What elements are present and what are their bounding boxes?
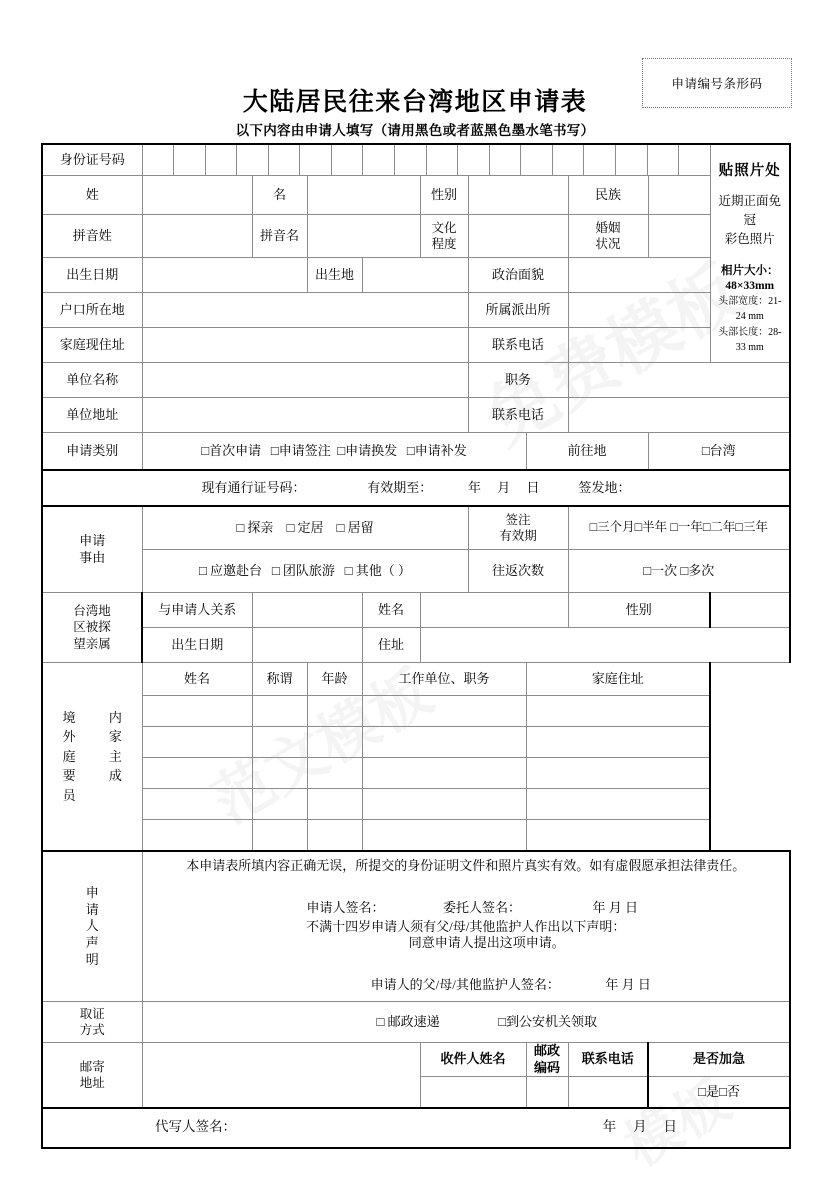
label-home-address: 家庭现住址 — [42, 328, 142, 363]
label-collection-line2: 方式 — [79, 1023, 105, 1038]
input-police-station[interactable] — [568, 293, 710, 328]
page-subtitle: 以下内容由申请人填写（请用黑色或者蓝黑色墨水笔书写） — [235, 123, 595, 138]
label-guardian-signature[interactable]: 申请人的父/母/其他监护人签名： — [370, 977, 560, 992]
trip-count-options[interactable]: □一次 □多次 — [568, 550, 790, 593]
declaration-label-char: 申 — [85, 885, 99, 901]
input-id-number-grid[interactable] — [142, 144, 710, 176]
declaration-signature-line[interactable] — [153, 900, 780, 916]
label-work-unit-address: 单位地址 — [42, 398, 142, 433]
photo-title: 贴照片处 — [718, 162, 781, 179]
checkbox-reissue-application[interactable]: □申请补发 — [406, 442, 467, 458]
label-month: 月 — [497, 479, 511, 495]
label-agent-signature[interactable]: 委托人签名： — [443, 900, 522, 916]
row-existing-permit — [42, 470, 790, 506]
id-cell[interactable] — [679, 145, 710, 175]
photo-subtitle — [714, 192, 787, 248]
row-collection-method — [42, 1002, 790, 1043]
label-writer-signature[interactable]: 代写人签名： — [155, 1119, 237, 1135]
cell-family-relation[interactable] — [252, 758, 307, 789]
writer-year: 年 — [602, 1119, 617, 1135]
input-birth-place[interactable] — [362, 258, 468, 293]
id-cell[interactable] — [143, 145, 175, 175]
guardian-signature-line[interactable] — [153, 977, 780, 993]
cell-family-relation[interactable] — [252, 696, 307, 727]
family-label-char: 成 — [108, 768, 122, 784]
guardian-consent-text: 同意申请人提出这项申请。 — [408, 934, 565, 950]
header-family-age: 年龄 — [307, 663, 362, 696]
label-relative-address: 住址 — [362, 628, 420, 663]
checkbox-first-application[interactable]: □首次申请 — [201, 442, 262, 458]
cell-family-age[interactable] — [307, 758, 362, 789]
header-contact-phone: 联系电话 — [568, 1043, 648, 1077]
label-marital-line2: 状况 — [595, 237, 621, 251]
row-family-header — [42, 663, 790, 696]
application-form-table — [41, 143, 791, 1149]
label-household-location: 户口所在地 — [42, 293, 142, 328]
label-relative-gender: 性别 — [568, 593, 710, 628]
input-education[interactable] — [468, 215, 568, 258]
family-label-col2 — [93, 708, 137, 806]
label-ethnicity: 民族 — [568, 176, 648, 215]
id-cell[interactable] — [521, 145, 553, 175]
input-work-unit-address[interactable] — [142, 398, 468, 433]
header-urgent: 是否加急 — [648, 1043, 790, 1077]
cell-family-address[interactable] — [526, 789, 710, 820]
declaration-body — [142, 851, 790, 1002]
input-birth-date[interactable] — [142, 258, 307, 293]
checkbox-destination-taiwan[interactable]: □台湾 — [648, 433, 790, 471]
family-label-grid — [45, 706, 140, 808]
row-name — [42, 176, 790, 215]
cell-family-name[interactable] — [142, 758, 252, 789]
input-relative-gender[interactable] — [710, 593, 790, 628]
family-label-char: 员 — [62, 787, 76, 803]
id-cell[interactable] — [174, 145, 206, 175]
label-birth-place: 出生地 — [307, 258, 362, 293]
input-relationship[interactable] — [252, 593, 362, 628]
label-taiwan-relative — [42, 593, 142, 663]
input-household-location[interactable] — [142, 293, 468, 328]
input-home-phone[interactable] — [568, 328, 710, 363]
family-label-char: 要 — [62, 768, 76, 784]
cell-family-name[interactable] — [142, 696, 252, 727]
row-reason-1 — [42, 506, 790, 550]
family-label-char: 家 — [108, 729, 122, 745]
id-cell[interactable] — [616, 145, 648, 175]
label-collection-line1: 取证 — [79, 1007, 105, 1021]
checkbox-urgent-options[interactable]: □是□否 — [648, 1076, 790, 1108]
table-row — [42, 789, 790, 820]
cell-family-workunit[interactable] — [362, 727, 526, 758]
row-home-address — [42, 328, 790, 363]
table-row — [42, 696, 790, 727]
checkbox-other-reason[interactable]: □ 其他（ ） — [344, 562, 412, 578]
table-row — [42, 820, 790, 852]
id-cell[interactable] — [648, 145, 680, 175]
label-given-name: 名 — [252, 176, 307, 215]
row-application-type — [42, 433, 790, 471]
input-recipient-name[interactable] — [420, 1076, 526, 1108]
minor-guardian-note: 不满十四岁申请人须有父/母/其他监护人作出以下声明： — [306, 918, 626, 934]
id-cell[interactable] — [300, 145, 332, 175]
label-relative-birth-date: 出生日期 — [142, 628, 252, 663]
label-birth-date: 出生日期 — [42, 258, 142, 293]
label-endorsement-validity — [468, 506, 568, 550]
label-relative-name: 姓名 — [362, 593, 420, 628]
checkbox-reside[interactable]: □ 居留 — [336, 519, 374, 535]
label-home-phone: 联系电话 — [468, 328, 568, 363]
checkbox-endorsement-application[interactable]: □申请签注 — [270, 442, 331, 458]
writer-day: 日 — [663, 1119, 678, 1135]
label-mailing-line2: 地址 — [79, 1076, 105, 1090]
label-taiwan-relative-line1: 台湾地 — [73, 604, 111, 619]
application-type-options[interactable] — [142, 433, 526, 471]
table-row — [42, 758, 790, 789]
checkbox-settle[interactable]: □ 定居 — [286, 519, 324, 535]
label-work-phone: 联系电话 — [468, 398, 568, 433]
family-label-char: 主 — [108, 748, 122, 764]
label-work-unit-name: 单位名称 — [42, 363, 142, 398]
family-label-char: 内 — [108, 709, 122, 725]
label-reason-line2: 事由 — [79, 549, 106, 565]
label-guardian-date: 年 月 日 — [605, 977, 651, 992]
label-taiwan-relative-line2: 区被探 — [73, 620, 111, 635]
photo-sub-line2: 彩色照片 — [724, 231, 775, 246]
row-pinyin — [42, 215, 790, 258]
declaration-label-char: 声 — [85, 934, 99, 950]
input-political-status[interactable] — [568, 258, 710, 293]
id-cell[interactable] — [363, 145, 395, 175]
cell-family-age[interactable] — [307, 696, 362, 727]
label-surname: 姓 — [42, 176, 142, 215]
label-police-station: 所属派出所 — [468, 293, 568, 328]
label-trip-count: 往返次数 — [468, 550, 568, 593]
row-reason-2 — [42, 550, 790, 593]
writer-month: 月 — [633, 1119, 647, 1135]
label-pinyin-given: 拼音名 — [252, 215, 307, 258]
id-cell[interactable] — [458, 145, 490, 175]
photo-head-length: 头部长度：28-33 mm — [718, 327, 782, 353]
label-position: 职务 — [468, 363, 568, 398]
page-title: 大陆居民往来台湾地区申请表 — [242, 89, 588, 116]
label-issue-place: 签发地： — [578, 479, 631, 495]
photo-head-width: 头部宽度：21-24 mm — [718, 296, 782, 322]
label-education — [420, 215, 468, 258]
cell-family-address[interactable] — [526, 696, 710, 727]
row-declaration — [42, 851, 790, 1002]
label-marital-line1: 婚姻 — [595, 220, 621, 235]
header-recipient-name: 收件人姓名 — [420, 1043, 526, 1077]
label-gender: 性别 — [420, 176, 468, 215]
row-id-number — [42, 144, 790, 176]
checkbox-group-tour[interactable]: □ 团队旅游 — [271, 562, 335, 578]
photo-sub-line1: 近期正面免冠 — [718, 194, 782, 227]
family-label-char: 庭 — [62, 748, 76, 764]
input-pinyin-given[interactable] — [307, 215, 420, 258]
label-reason-line1: 申请 — [79, 532, 106, 548]
label-permit-number: 现有通行证号码： — [201, 479, 306, 495]
input-gender[interactable] — [468, 176, 568, 215]
cell-family-relation[interactable] — [252, 789, 307, 820]
id-cell[interactable] — [269, 145, 301, 175]
checkbox-pickup-at-police[interactable]: □到公安机关领取 — [498, 1014, 597, 1030]
row-taiwan-relative-2 — [42, 628, 790, 663]
cell-family-workunit[interactable] — [362, 789, 526, 820]
input-relative-address[interactable] — [420, 628, 790, 663]
family-label-char: 境 — [62, 709, 76, 725]
cell-family-workunit[interactable] — [362, 820, 526, 852]
declaration-paragraph: 本申请表所填内容正确无误，所提交的身份证明文件和照片真实有效。如有虚假愿承担法律责任。 — [186, 858, 746, 873]
input-relative-birth-date[interactable] — [252, 628, 362, 663]
input-given-name[interactable] — [307, 176, 420, 215]
label-education-line1: 文化 — [431, 220, 457, 235]
label-declaration — [42, 851, 142, 1002]
label-relationship: 与申请人关系 — [142, 593, 252, 628]
reason-options-row2[interactable] — [142, 550, 468, 593]
label-political-status: 政治面貌 — [468, 258, 568, 293]
table-row — [42, 727, 790, 758]
writer-signature-row[interactable] — [42, 1108, 790, 1148]
label-family-members — [42, 663, 142, 852]
label-marital — [568, 215, 648, 258]
photo-size-spec — [714, 264, 787, 293]
reason-options-row1[interactable] — [142, 506, 468, 550]
row-writer-signature — [42, 1108, 790, 1148]
input-mailing-address[interactable] — [142, 1043, 420, 1108]
cell-family-relation[interactable] — [252, 727, 307, 758]
input-position[interactable] — [568, 363, 790, 398]
cell-family-age[interactable] — [307, 820, 362, 852]
label-mailing-line1: 邮寄 — [79, 1059, 105, 1074]
photo-area[interactable] — [710, 144, 790, 363]
cell-family-relation[interactable] — [252, 820, 307, 852]
collection-options[interactable] — [142, 1002, 790, 1043]
label-education-line2: 程度 — [431, 237, 457, 251]
label-id-number: 身份证号码 — [42, 144, 142, 176]
id-cell[interactable] — [584, 145, 616, 175]
input-work-phone[interactable] — [568, 398, 790, 433]
input-surname[interactable] — [142, 176, 252, 215]
cell-family-address[interactable] — [526, 758, 710, 789]
label-endorsement-line1: 签注 — [505, 512, 531, 527]
id-number-cells[interactable] — [143, 145, 710, 175]
label-mailing-address — [42, 1043, 142, 1108]
id-cell[interactable] — [553, 145, 585, 175]
label-day: 日 — [526, 479, 540, 495]
cell-family-address[interactable] — [526, 727, 710, 758]
label-taiwan-relative-line3: 望亲属 — [73, 636, 111, 651]
checkbox-visit-relatives[interactable]: □ 探亲 — [236, 519, 274, 535]
row-work-unit — [42, 363, 790, 398]
label-declaration-date: 年 月 日 — [592, 900, 639, 916]
declaration-label-char: 请 — [85, 901, 99, 917]
photo-size-value: 48×33mm — [725, 279, 775, 292]
cell-family-age[interactable] — [307, 727, 362, 758]
input-relative-name[interactable] — [420, 593, 568, 628]
cell-family-name[interactable] — [142, 820, 252, 852]
label-application-type: 申请类别 — [42, 433, 142, 471]
family-label-char: 外 — [62, 729, 76, 745]
label-destination: 前往地 — [526, 433, 648, 471]
header-family-workunit: 工作单位、职务 — [362, 663, 526, 696]
row-household — [42, 293, 790, 328]
label-year: 年 — [468, 479, 482, 495]
cell-family-address[interactable] — [526, 820, 710, 852]
cell-family-workunit[interactable] — [362, 696, 526, 727]
input-contact-phone[interactable] — [568, 1076, 648, 1108]
declaration-label-char: 人 — [85, 918, 99, 934]
checkbox-renewal-application[interactable]: □申请换发 — [337, 442, 398, 458]
label-applicant-signature[interactable]: 申请人签名： — [306, 900, 385, 916]
header-family-name: 姓名 — [142, 663, 252, 696]
header-postal-code: 邮政编码 — [526, 1043, 568, 1077]
row-taiwan-relative-1 — [42, 593, 790, 628]
family-label-col1 — [47, 708, 91, 806]
label-valid-until: 有效期至： — [367, 479, 433, 495]
input-ethnicity[interactable] — [648, 176, 710, 215]
id-cell[interactable] — [332, 145, 364, 175]
id-cell[interactable] — [490, 145, 522, 175]
header-family-relation: 称谓 — [252, 663, 307, 696]
cell-family-name[interactable] — [142, 727, 252, 758]
checkbox-express-mail[interactable]: □ 邮政速递 — [376, 1014, 440, 1030]
input-home-address[interactable] — [142, 328, 468, 363]
declaration-label-char: 明 — [85, 951, 99, 967]
cell-family-age[interactable] — [307, 789, 362, 820]
label-pinyin-surname: 拼音姓 — [42, 215, 142, 258]
cell-family-workunit[interactable] — [362, 758, 526, 789]
id-cell[interactable] — [206, 145, 238, 175]
input-marital[interactable] — [648, 215, 710, 258]
header-family-address: 家庭住址 — [526, 663, 710, 696]
label-collection-method — [42, 1002, 142, 1043]
barcode-label: 申请编号条形码 — [671, 77, 763, 91]
row-birth — [42, 258, 790, 293]
photo-size-label: 相片大小： — [721, 265, 779, 278]
input-pinyin-surname[interactable] — [142, 215, 252, 258]
row-work-address — [42, 398, 790, 433]
checkbox-invited-to-taiwan[interactable]: □ 应邀赴台 — [198, 562, 263, 578]
input-postal-code[interactable] — [526, 1076, 568, 1108]
endorsement-validity-options[interactable]: □三个月□半年 □一年□二年□三年 — [568, 506, 790, 550]
existing-permit-row[interactable] — [42, 470, 790, 506]
label-application-reason — [42, 506, 142, 593]
row-mailing-header — [42, 1043, 790, 1077]
input-work-unit-name[interactable] — [142, 363, 468, 398]
label-endorsement-line2: 有效期 — [499, 529, 537, 543]
cell-family-name[interactable] — [142, 789, 252, 820]
id-cell[interactable] — [427, 145, 459, 175]
id-cell[interactable] — [237, 145, 269, 175]
id-cell[interactable] — [395, 145, 427, 175]
